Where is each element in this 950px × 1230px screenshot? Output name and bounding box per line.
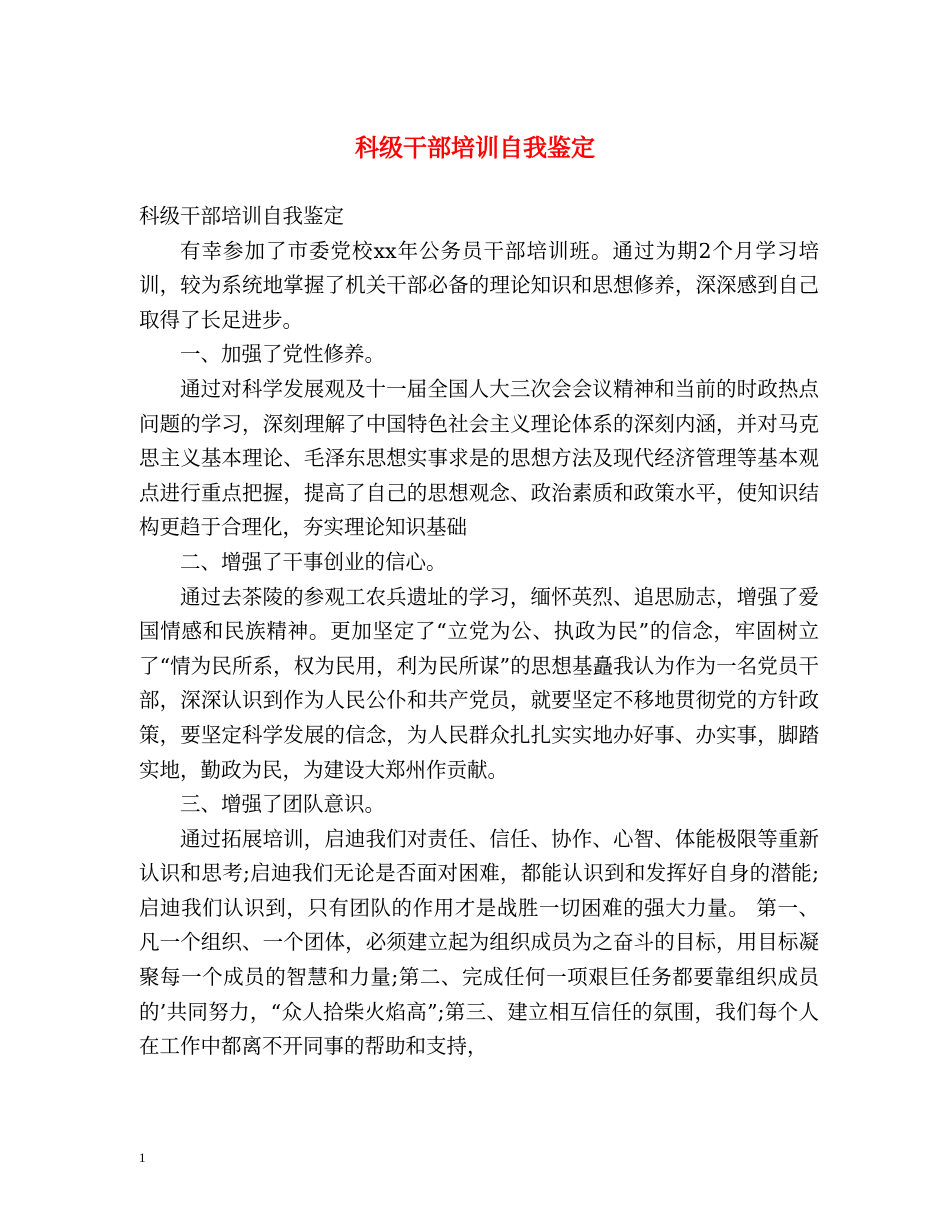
document-body: [139, 199, 819, 1064]
section-heading-3: 三、增强了团队意识。: [180, 792, 385, 817]
paragraph-section-1: 通过对科学发展观及十一届全国人大三次会会议精神和当前的时政热点问题的学习，深刻理解了中国特色社会主义理论体系的深刻内涵，并对马克思主义基本理论、毛泽东思想实事求是的思想方法及现代经济管理等基本观点进行重点把握，提高了自己的思想观念、政治素质和政策水平，使知识结构更趋于合理化，夯实理论知识基础: [139, 376, 819, 540]
paragraph-section-3: 通过拓展培训，启迪我们对责任、信任、协作、心智、体能极限等重新认识和思考;启迪我们无论是否面对困难，都能认识到和发挥好自身的潜能;启迪我们认识到，只有团队的作用才是战胜一切困难的强大力量。 第一、凡一个组织、一个团体，必须建立起为组织成员为之奋斗的目标，用目标凝聚每一个成员的智慧和力量;第二、完成任何一项艰巨任务都要靠组织成员的’共同努力，“众人拾柴火焰高”;第三、建立相互信任的氛围，我们每个人在工作中都离不开同事的帮助和支持，: [139, 826, 819, 1059]
paragraph-intro: 有幸参加了市委党校xx年公务员干部培训班。通过为期2个月学习培训，较为系统地掌握了机关干部必备的理论知识和思想修养，深深感到自己取得了长足进步。: [139, 238, 819, 332]
section-heading-1: 一、加强了党性修养。: [180, 342, 385, 367]
page-number: 1: [139, 1150, 146, 1165]
paragraph-section-2: 通过去茶陵的参观工农兵遗址的学习，缅怀英烈、追思励志，增强了爱国情感和民族精神。更加坚定了“立党为公、执政为民”的信念，牢固树立了“情为民所系，权为民用，利为民所谋”的思想基矗我认为作为一名党员干部，深深认识到作为人民公仆和共产党员，就要坚定不移地贯彻党的方针政策，要坚定科学发展的信念，为人民群众扎扎实实地办好事、办实事，脚踏实地，勤政为民，为建设大郑州作贡献。: [139, 584, 819, 782]
section-heading-2: 二、增强了干事创业的信心。: [180, 549, 447, 574]
document-title: 科级干部培训自我鉴定: [355, 133, 595, 162]
body-heading: 科级干部培训自我鉴定: [139, 204, 344, 228]
